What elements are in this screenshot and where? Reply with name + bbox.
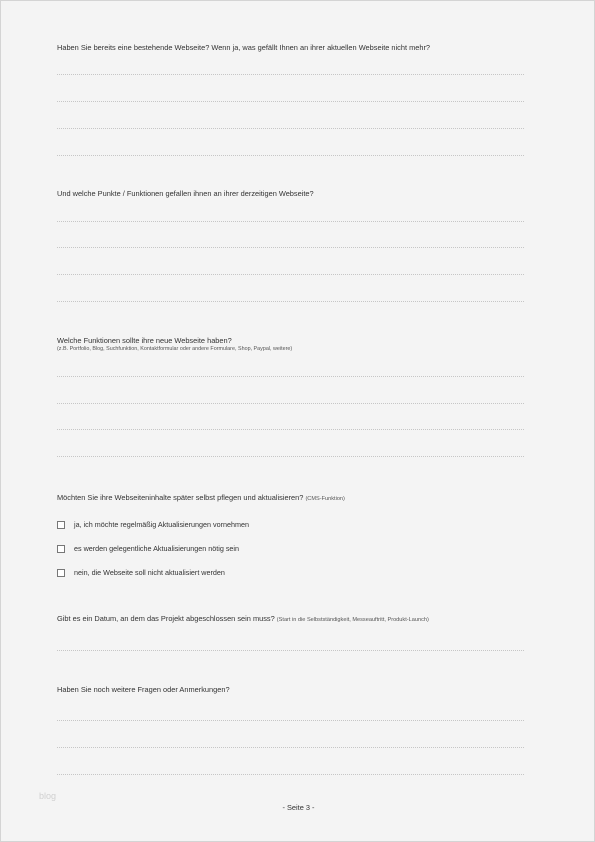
answer-line[interactable]	[57, 429, 524, 430]
question-cms	[57, 493, 345, 502]
option-label: nein, die Webseite soll nicht aktualisiert werden	[74, 568, 225, 577]
question-text: Haben Sie noch weitere Fragen oder Anmerkungen?	[57, 685, 230, 694]
question-existing-website	[57, 43, 430, 52]
answer-line[interactable]	[57, 128, 524, 129]
answer-line[interactable]	[57, 221, 524, 222]
answer-line[interactable]	[57, 720, 524, 721]
answer-line[interactable]	[57, 376, 524, 377]
question-text: Und welche Punkte / Funktionen gefallen ihnen an ihrer derzeitigen Webseite?	[57, 189, 314, 198]
question-note: (Start in die Selbstständigkeit, Messeauftritt, Produkt-Launch)	[276, 617, 429, 623]
question-further-remarks	[57, 685, 230, 694]
option-label: es werden gelegentliche Aktualisierungen nötig sein	[74, 544, 240, 553]
question-text: Welche Funktionen sollte ihre neue Webseite haben?	[57, 336, 232, 345]
answer-line[interactable]	[57, 101, 524, 102]
checkbox[interactable]	[57, 569, 65, 577]
option-regular-updates[interactable]	[57, 520, 249, 529]
watermark: blog	[39, 791, 57, 801]
option-occasional-updates[interactable]	[57, 544, 239, 553]
page-number: - Seite 3 -	[282, 803, 315, 812]
question-deadline	[57, 614, 429, 623]
checkbox[interactable]	[57, 521, 65, 529]
answer-line[interactable]	[57, 774, 524, 775]
option-no-updates[interactable]	[57, 568, 225, 577]
answer-line[interactable]	[57, 247, 524, 248]
answer-line[interactable]	[57, 74, 524, 75]
checkbox[interactable]	[57, 545, 65, 553]
question-new-features	[57, 336, 232, 345]
answer-line[interactable]	[57, 650, 524, 651]
answer-line[interactable]	[57, 301, 524, 302]
answer-line[interactable]	[57, 456, 524, 457]
question-note: (CMS-Funktion)	[305, 496, 345, 502]
answer-line[interactable]	[57, 403, 524, 404]
answer-line[interactable]	[57, 155, 524, 156]
answer-line[interactable]	[57, 747, 524, 748]
question-text: Haben Sie bereits eine bestehende Webseite? Wenn ja, was gefällt Ihnen an ihrer aktuellen Webseite nicht mehr?	[57, 43, 431, 52]
question-liked-features	[57, 189, 314, 198]
option-label: ja, ich möchte regelmäßig Aktualisierungen vornehmen	[74, 520, 249, 529]
question-hint: (z.B. Portfolio, Blog, Suchfunktion, Kontaktformular oder andere Formulare, Shop, Paypal, weitere)	[57, 346, 293, 352]
question-text: Gibt es ein Datum, an dem das Projekt abgeschlossen sein muss?	[57, 614, 275, 623]
answer-line[interactable]	[57, 274, 524, 275]
question-text: Möchten Sie ihre Webseiteninhalte später selbst pflegen und aktualisieren?	[57, 493, 304, 502]
